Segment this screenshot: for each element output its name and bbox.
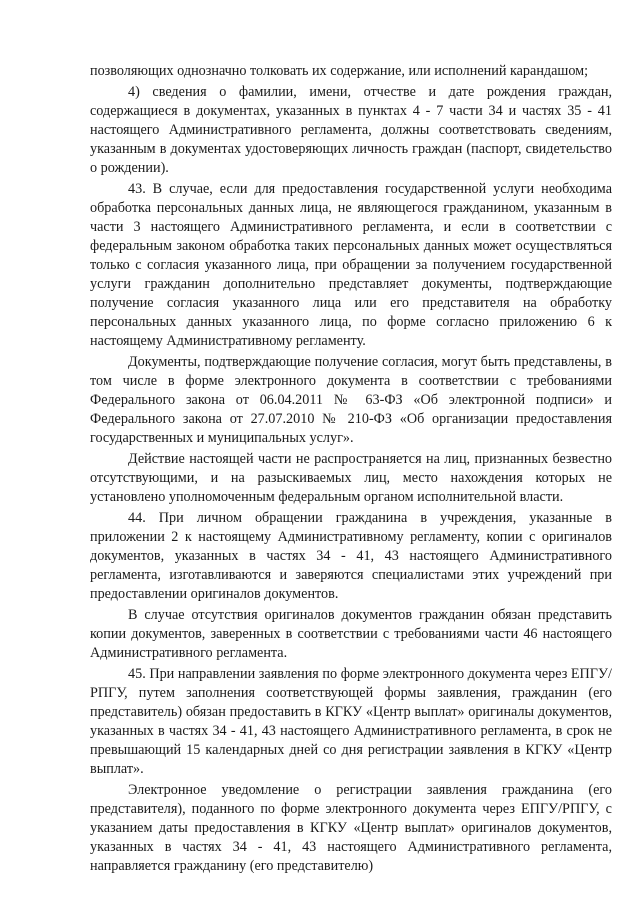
paragraph-0: позволяющих однозначно толковать их содержание, или исполнений карандашом; <box>90 63 589 79</box>
paragraph-1: 4) сведения о фамилии, имени, отчестве и дате рождения граждан, содержащиеся в документах, указанных в пунктах 4 - 7 части 34 и частях 35 - 41 настоящего Административного регламента, должны соответствовать сведениям, указанным в документах удостоверяющих личность граждан (паспорт, свидетельство о рождении). <box>90 84 612 176</box>
document-page <box>90 62 612 878</box>
paragraph-5: 44. При личном обращении гражданина в учреждения, указанные в приложении 2 к настоящему Административному регламенту, копии с оригиналов документов, указанных в частях 34 - 41, 43 настоящего Административного регламента, изготавливаются и заверяются специалистами этих учреждений при предоставлении оригиналов документов. <box>90 510 612 602</box>
paragraph-7: 45. При направлении заявления по форме электронного документа через ЕПГУ/РПГУ, путем заполнения соответствующей формы заявления, гражданин (его представитель) обязан предоставить в КГКУ «Центр выплат» оригиналы документов, указанных в частях 34 - 41, 43 настоящего Административного регламента, в срок не превышающий 15 календарных дней со дня регистрации заявления в КГКУ «Центр выплат». <box>90 666 612 777</box>
paragraph-6: В случае отсутствия оригиналов документов гражданин обязан представить копии документов, заверенных в соответствии с требованиями части 46 настоящего Административного регламента. <box>90 607 612 661</box>
paragraph-3: Документы, подтверждающие получение согласия, могут быть представлены, в том числе в форме электронного документа в соответствии с требованиями Федерального закона от 06.04.2011 № 63-ФЗ «Об электронной подписи» и Федерального закона от 27.07.2010 № 210-ФЗ «Об организации предоставления государственных и муниципальных услуг». <box>90 354 612 446</box>
paragraph-4: Действие настоящей части не распространяется на лиц, признанных безвестно отсутствующими, и на разыскиваемых лиц, место нахождения которых не установлено уполномоченным федеральным органом исполнительной власти. <box>90 451 612 505</box>
paragraph-2: 43. В случае, если для предоставления государственной услуги необходима обработка персональных данных лица, не являющегося гражданином, указанным в части 3 настоящего Административного регламента, и если в соответствии с федеральным законом обработка таких персональных данных может осуществляться только с согласия указанного лица, при обращении за получением государственной услуги гражданин дополнительно представляет документы, подтверждающие получение согласия указанного лица или его представителя на обработку персональных данных указанного лица, по форме согласно приложению 6 к настоящему Административному регламенту. <box>90 181 612 349</box>
paragraph-8: Электронное уведомление о регистрации заявления гражданина (его представителя), поданного по форме электронного документа через ЕПГУ/РПГУ, с указанием даты предоставления в КГКУ «Центр выплат» оригиналов документов, указанных в частях 34 - 41, 43 настоящего Административного регламента, направляется гражданину (его представителю) <box>90 782 612 874</box>
